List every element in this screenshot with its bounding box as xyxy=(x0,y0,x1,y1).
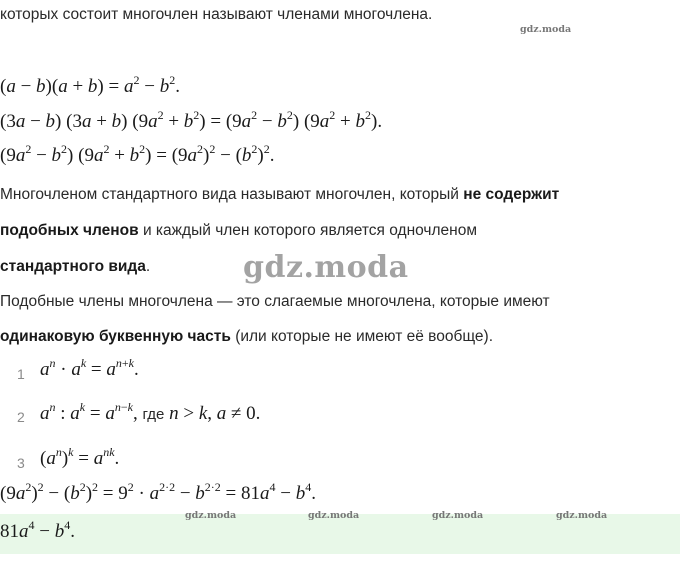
watermark-small: gdz.moda xyxy=(432,510,484,521)
rule-2: $a^n$ : $a^k = a^{n-k}$, где n > k, a ≠ 0. xyxy=(40,400,261,424)
watermark-small: gdz.moda xyxy=(308,510,360,521)
rule-2-where: где xyxy=(142,406,165,423)
formula-2: (3a − b) (3a + b) $(9a^2 + b^2) = (9a^2 - b^2) (9a^2 + b^2)$. xyxy=(0,108,383,132)
formula-3: $(9a^2 - b^2) (9a^2 + b^2) = (9a^2)^2 - (b^2)^2$. xyxy=(0,142,275,166)
rule-number-3: 3 xyxy=(17,455,25,471)
rule-3: $(a^n)^k = a^{nk}$. xyxy=(40,445,120,469)
watermark-small: gdz.moda xyxy=(556,510,608,521)
paragraph2-line1: Подобные члены многочлена — это слагаемые многочлена, которые имеют xyxy=(0,293,550,310)
rule-number-1: 1 xyxy=(17,366,25,382)
rule-number-2: 2 xyxy=(17,409,25,425)
watermark-small: gdz.moda xyxy=(520,24,572,35)
intro-text: которых состоит многочлен называют членами многочлена. xyxy=(0,6,433,23)
rule-1: $a^n \cdot a^k = a^{n+k}$. xyxy=(40,356,139,380)
emphasis-standard-form: стандартного вида xyxy=(0,258,146,275)
watermark-small: gdz.moda xyxy=(185,510,237,521)
paragraph2-line2: одинаковую буквенную часть (или которые не имеют её вообще). xyxy=(0,328,493,345)
paragraph1-line2: подобных членов и каждый член которого является одночленом xyxy=(0,222,477,239)
emphasis-letter-part: одинаковую буквенную часть xyxy=(0,328,231,345)
formula-1: $(a - b)(a + b) = a^2 - b^2$. xyxy=(0,73,180,97)
answer-formula: $81a^4 - b^4$. xyxy=(0,518,75,542)
emphasis-similar-terms: подобных членов xyxy=(0,222,139,239)
watermark-large: gdz.moda xyxy=(243,250,409,285)
paragraph1-line3: стандартного вида. xyxy=(0,258,151,275)
emphasis-no-similar: не содержит xyxy=(463,186,560,203)
paragraph1-line1: Многочленом стандартного вида называют многочлен, который не содержит xyxy=(0,186,560,203)
result-formula: $(9a^2)^2 - (b^2)^2 = 9^2 \cdot a^{2\cdot 2} - b^{2\cdot 2} = 81a^4 - b^4$. xyxy=(0,480,316,504)
